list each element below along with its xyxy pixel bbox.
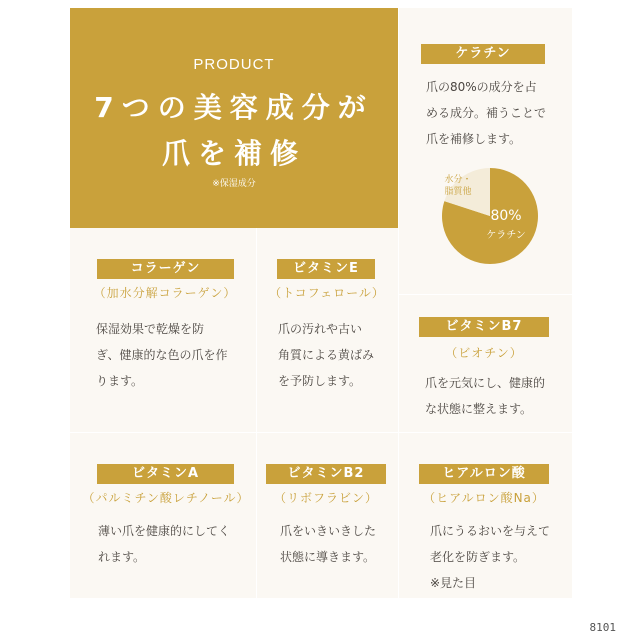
vitamin-e-line: を予防します。 xyxy=(278,374,362,388)
vitamin-b7-line: 爪を元気にし、健康的 xyxy=(425,376,546,390)
vitamin-e-line: 角質による黄ばみ xyxy=(278,348,375,362)
vitamin-b7-description xyxy=(425,370,567,422)
divider-horizontal-bottom xyxy=(70,432,572,433)
hero-eyebrow: PRODUCT xyxy=(193,56,275,73)
vitamin-a-line: 薄い爪を健康的にしてく xyxy=(98,524,231,538)
vitamin-a-subtitle: （パルミチン酸レチノール） xyxy=(82,491,250,505)
divider-vertical-left xyxy=(256,228,257,598)
collagen-line: 保湿効果で乾燥を防 xyxy=(96,322,205,336)
hyaluronic-line: ※見た目 xyxy=(430,576,477,590)
hyaluronic-line: 爪にうるおいを与えて xyxy=(430,524,551,538)
collagen-line: ぎ、健康的な色の爪を作 xyxy=(96,348,228,362)
vitamin-b2-description xyxy=(280,518,396,570)
hero-title-line1: 7つの美容成分が xyxy=(94,91,374,124)
keratin-line: める成分。補うことで xyxy=(426,106,547,120)
vitamin-b2-tag: ビタミンB2 xyxy=(266,464,386,484)
page-code: 8101 xyxy=(589,621,616,634)
pie-label-other-2: 脂質他 xyxy=(444,187,472,197)
keratin-line: 爪を補修します。 xyxy=(426,132,522,146)
vitamin-e-description xyxy=(278,316,396,394)
pie-label-main: ケラチン xyxy=(486,230,526,241)
vitamin-b2-line: 状態に導きます。 xyxy=(280,550,376,564)
pie-label-other-1: 水分・ xyxy=(444,175,472,185)
keratin-description xyxy=(426,74,566,152)
hyaluronic-tag: ヒアルロン酸 xyxy=(419,464,549,484)
vitamin-b7-line: な状態に整えます。 xyxy=(425,402,533,416)
collagen-line: ります。 xyxy=(96,374,144,388)
vitamin-a-line: れます。 xyxy=(98,550,146,564)
vitamin-e-subtitle: （トコフェロール） xyxy=(269,286,385,300)
hero-banner xyxy=(70,8,398,228)
collagen-description xyxy=(96,316,254,394)
vitamin-e-line: 爪の汚れや古い xyxy=(278,322,363,336)
vitamin-a-tag: ビタミンA xyxy=(97,464,234,484)
collagen-subtitle: （加水分解コラーゲン） xyxy=(93,286,237,300)
vitamin-a-description xyxy=(98,518,254,570)
vitamin-b7-tag: ビタミンB7 xyxy=(419,317,549,337)
keratin-pie-chart xyxy=(430,166,550,270)
hero-title-line2: 爪を補修 xyxy=(161,137,306,170)
divider-horizontal-right xyxy=(398,294,572,295)
vitamin-e-tag: ビタミンE xyxy=(277,259,375,279)
hyaluronic-description xyxy=(430,518,570,596)
pie-label-percent: 80% xyxy=(490,208,522,224)
vitamin-b2-subtitle: （リボフラビン） xyxy=(273,491,378,505)
hero-note: ※保湿成分 xyxy=(212,179,256,189)
vitamin-b2-line: 爪をいきいきした xyxy=(280,524,377,538)
divider-vertical-right xyxy=(398,8,399,598)
vitamin-b7-subtitle: （ビオチン） xyxy=(445,346,523,360)
keratin-line: 爪の80%の成分を占 xyxy=(426,80,537,94)
hyaluronic-line: 老化を防ぎます。 xyxy=(430,550,526,564)
hyaluronic-subtitle: （ヒアルロン酸Na） xyxy=(423,491,545,505)
keratin-tag: ケラチン xyxy=(421,44,545,64)
collagen-tag: コラーゲン xyxy=(97,259,234,279)
